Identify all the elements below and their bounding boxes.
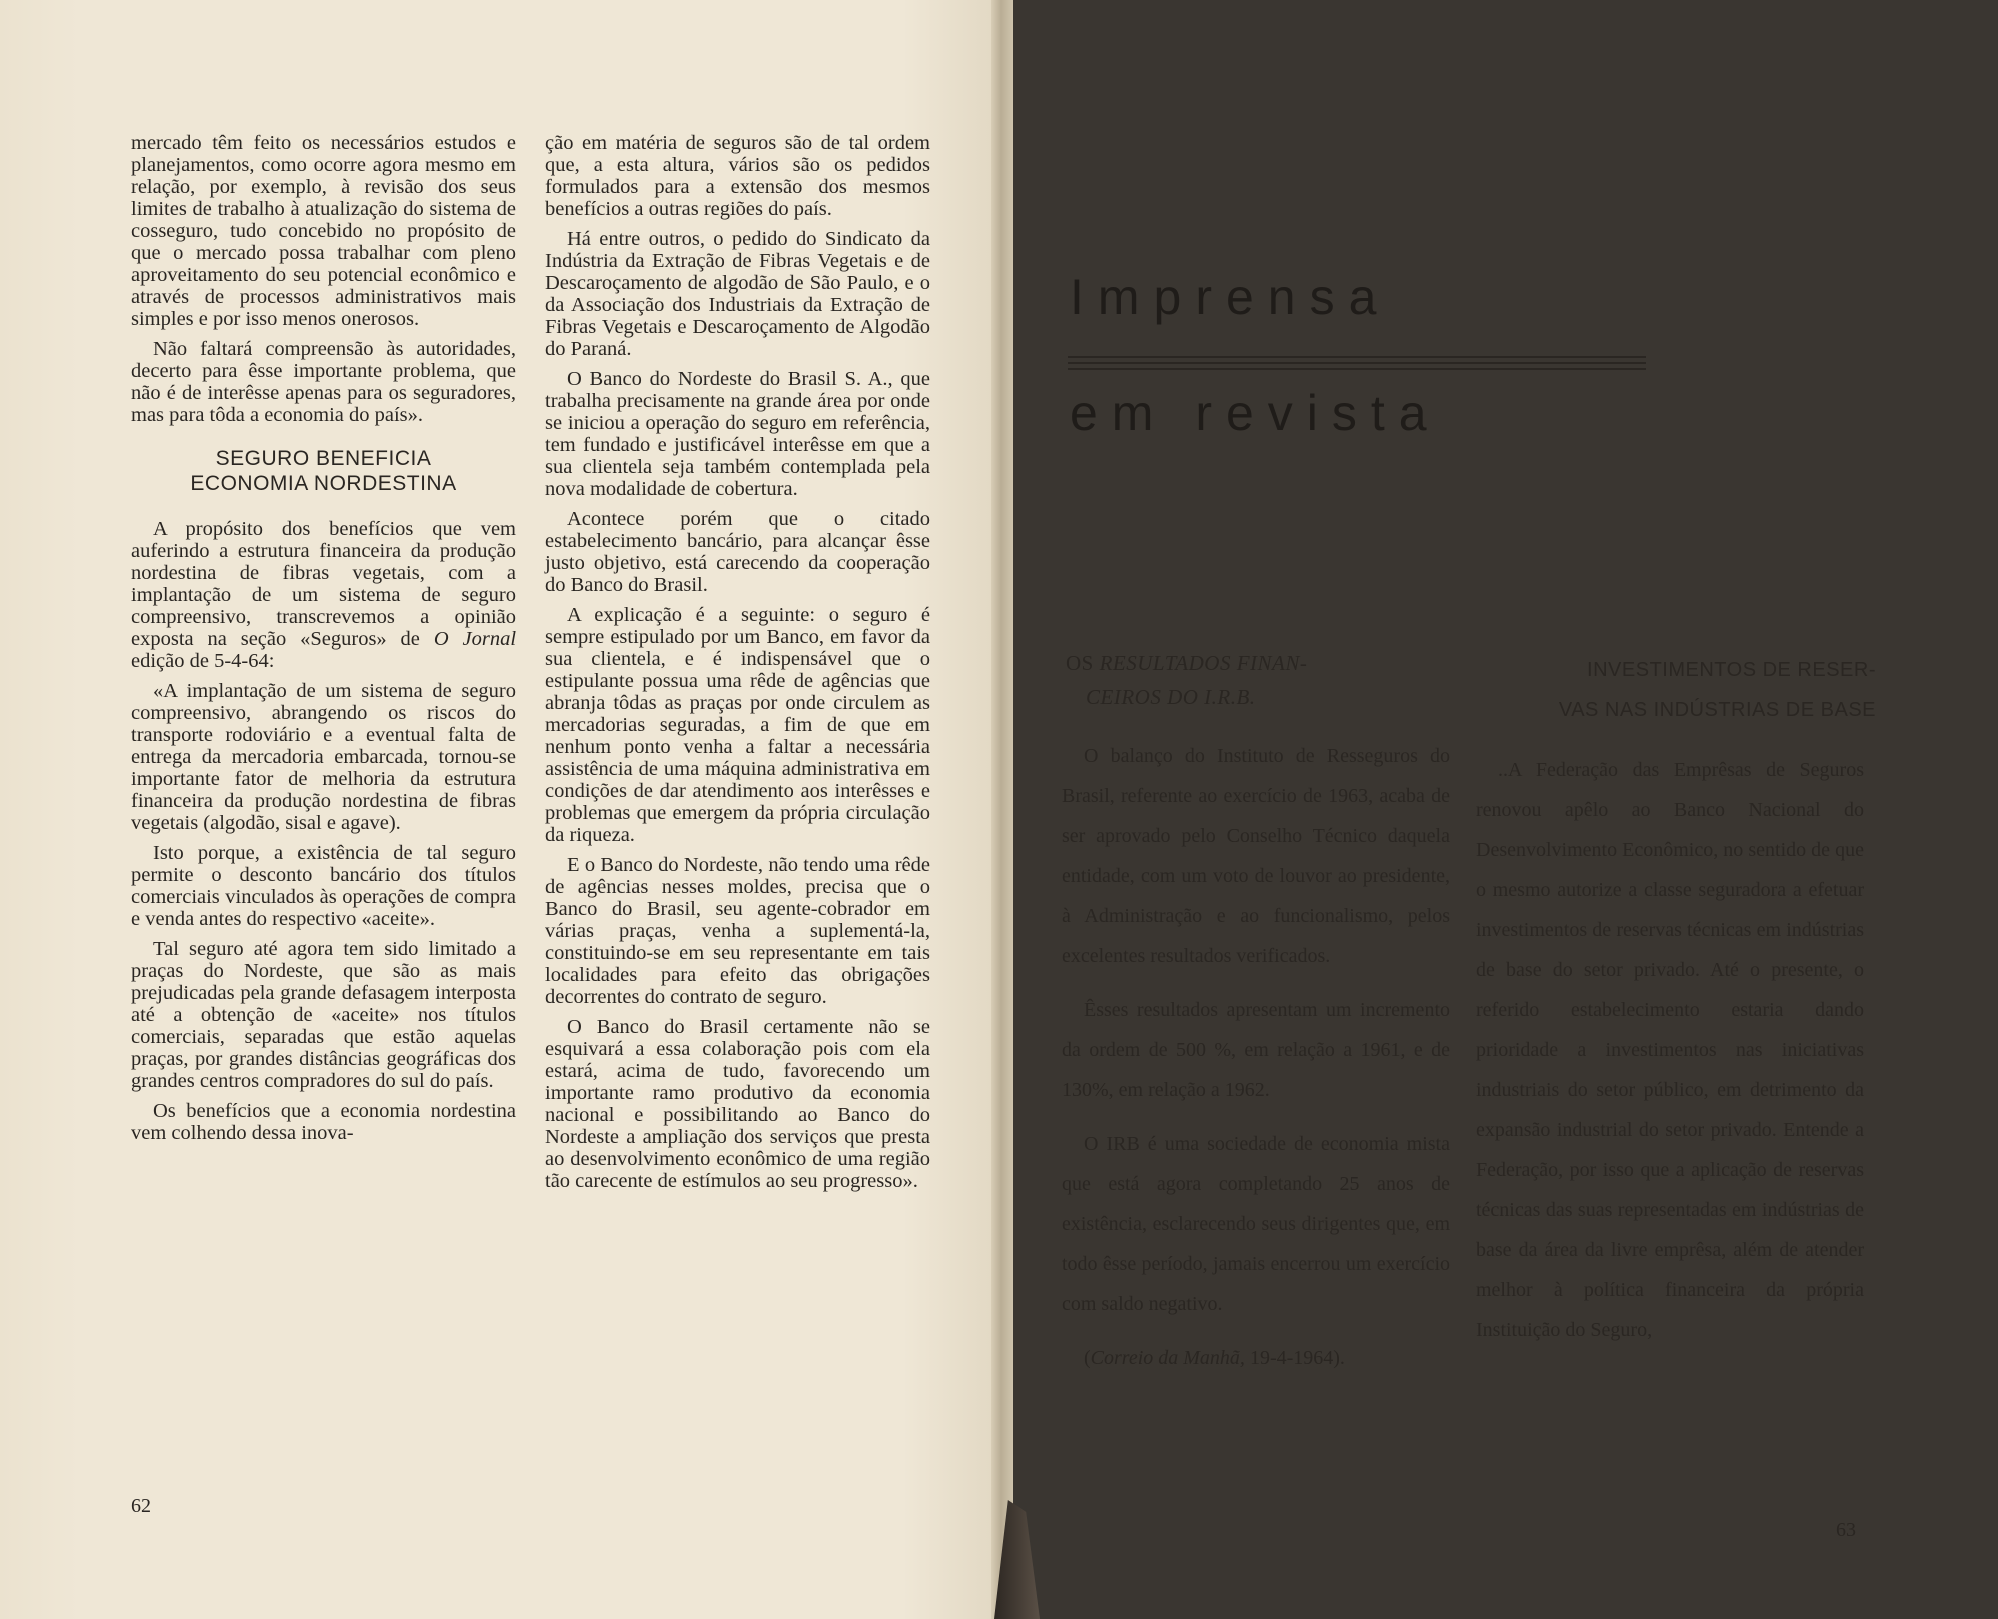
paragraph: O IRB é uma sociedade de economia mista que está agora completando 25 anos de existência, esclarecendo seus dirigentes que, em todo êsse período, jamais encerrou um exercício com saldo negativo. bbox=[1062, 1133, 1450, 1315]
paragraph: O Banco do Nordeste do Brasil S. A., que trabalha precisamente na grande área por onde se iniciou a operação do seguro em referência, tem fundado e justificável interêsse em que a sua clientela seja também contemplada pela nova modalidade de cobertura. bbox=[545, 368, 930, 500]
section-title-line-2: em revista bbox=[1070, 385, 1441, 441]
heading-line: SEGURO BENEFICIA bbox=[215, 447, 432, 470]
right-page bbox=[1003, 0, 1998, 1619]
section-title-line-1: Imprensa bbox=[1070, 269, 1391, 325]
section-heading bbox=[131, 446, 516, 496]
heading-line: INVESTIMENTOS DE RESER- bbox=[1587, 659, 1876, 681]
page-number: 62 bbox=[131, 1495, 151, 1517]
paragraph: Êsses resultados apresentam um incremento da ordem de 500 %, em relação a 1961, e de 130%, em relação a 1962. bbox=[1062, 999, 1450, 1101]
paragraph: ção em matéria de seguros são de tal ordem que, a esta altura, vários são os pedidos formulados para a extensão dos mesmos benefícios a outras regiões do país. bbox=[545, 132, 930, 220]
paragraph: O Banco do Brasil certamente não se esquivará a essa colaboração pois com ela estará, acima de tudo, favorecendo um importante ramo produtivo da economia nacional e possibilitando ao Banco do Nordeste a ampliação dos serviços que presta ao desenvolvimento econômico de uma região tão carecente de estímulos ao seu progresso». bbox=[545, 1016, 930, 1192]
paragraph: O balanço do Instituto de Resseguros do Brasil, referente ao exercício de 1963, acaba de ser aprovado pelo Conselho Técnico daquela entidade, com um voto de louvor ao presidente, à Administração e ao funcionalismo, pelos excelentes resultados verificados. bbox=[1062, 745, 1450, 967]
left-column-1 bbox=[131, 132, 516, 1152]
paragraph: Tal seguro até agora tem sido limitado a praças do Nordeste, que são as mais prejudicadas pela grande defasagem interposta até a obtenção de «aceite» nos títulos comerciais, separadas que estão aquelas praças, por grandes distâncias geográficas dos grandes centros compradores do sul do país. bbox=[131, 938, 516, 1092]
paragraph: Acontece porém que o citado estabelecimento bancário, para alcançar êsse justo objetivo, está carecendo da cooperação do Banco do Brasil. bbox=[545, 508, 930, 596]
journal-name: O Jornal bbox=[433, 628, 517, 650]
paragraph bbox=[131, 518, 516, 672]
paragraph: Não faltará compreensão às autoridades, decerto para êsse importante problema, que não é de interêsse apenas para os seguradores, mas para tôda a economia do país». bbox=[131, 338, 516, 426]
paragraph: Isto porque, a existência de tal seguro permite o desconto bancário dos títulos comerciais vinculados às operações de compra e venda antes do respectivo «aceite». bbox=[131, 842, 516, 930]
paragraph: E o Banco do Nordeste, não tendo uma rêde de agências nesses moldes, precisa que o Banco do Brasil, seu agente-cobrador em várias praças, venha a suplementá-la, constituindo-se em seu representante em tais localidades para efeito das obrigações decorrentes do contrato de seguro. bbox=[545, 854, 930, 1008]
heading-line: VAS NAS INDÚSTRIAS DE BASE bbox=[1558, 699, 1876, 721]
paragraph: A explicação é a seguinte: o seguro é sempre estipulado por um Banco, em favor da sua clientela, e é indispensável que o estipulante possua uma rêde de agências que abranja tôdas as praças por onde circulem as mercadorias seguradas, a fim de que em nenhum ponto venha a faltar a necessária assistência de uma máquina administrativa em condições de dar atendimento aos interêsses e problemas que emergem da própria circulação da riqueza. bbox=[545, 604, 930, 846]
paragraph: Os benefícios que a economia nordestina vem colhendo dessa inova- bbox=[131, 1100, 516, 1144]
paragraph: «A implantação de um sistema de seguro compreensivo, abrangendo os riscos do transporte rodoviário e a eventual falta de entrega da mercadoria embarcada, tornou-se importante fator de melhoria da estrutura financeira da produção nordestina de fibras vegetais (algodão, sisal e agave). bbox=[131, 680, 516, 834]
heading-text: RESULTADOS FINAN- bbox=[1099, 651, 1308, 675]
text: edição de 5-4-64: bbox=[131, 650, 275, 672]
left-column-2 bbox=[545, 132, 930, 1200]
heading-line: ECONOMIA NORDESTINA bbox=[190, 472, 457, 495]
heading-prefix: OS bbox=[1066, 651, 1094, 675]
citation-date: 19-4-1964). bbox=[1249, 1347, 1345, 1369]
paragraph: ..A Federação das Emprêsas de Seguros renovou apêlo ao Banco Nacional do Desenvolvimento Econômico, no sentido de que o mesmo autorize a classe seguradora a efetuar investimentos de reservas técnicas em indústrias de base do setor privado. Até o presente, o referido estabelecimento estaria dando prioridade a investimentos nas iniciativas industriais do setor público, em detrimento da expansão industrial do setor privado. Entende a Federação, por isso que a aplicação de reservas técnicas das suas representadas em indústrias de base da área da livre emprêsa, além de atender melhor à política financeira da própria Instituição do Seguro, bbox=[1476, 759, 1864, 1341]
citation-bracket: ( bbox=[1084, 1347, 1091, 1369]
page-number: 63 bbox=[1836, 1519, 1856, 1541]
citation-source: Correio da Manhã, bbox=[1090, 1347, 1245, 1369]
heading-line: CEIROS DO I.R.B. bbox=[1086, 685, 1256, 709]
paragraph: Há entre outros, o pedido do Sindicato da Indústria da Extração de Fibras Vegetais e de Descaroçamento de algodão de São Paulo, e o da Associação dos Industriais da Extração de Fibras Vegetais e Descaroçamento de Algodão do Paraná. bbox=[545, 228, 930, 360]
paragraph: mercado têm feito os necessários estudos e planejamentos, como ocorre agora mesmo em relação, por exemplo, à revisão dos seus limites de trabalho à atualização do sistema de cosseguro, tudo concebido no propósito de que o mercado possa trabalhar com pleno aproveitamento do seu potencial econômico e através de processos administrativos mais simples e por isso menos onerosos. bbox=[131, 132, 516, 330]
text: A propósito dos benefícios que vem auferindo a estrutura financeira da produção nordestina de fibras vegetais, com a implantação de um sistema de seguro compreensivo, transcrevemos a opinião exposta na seção «Seguros» de bbox=[131, 518, 516, 650]
